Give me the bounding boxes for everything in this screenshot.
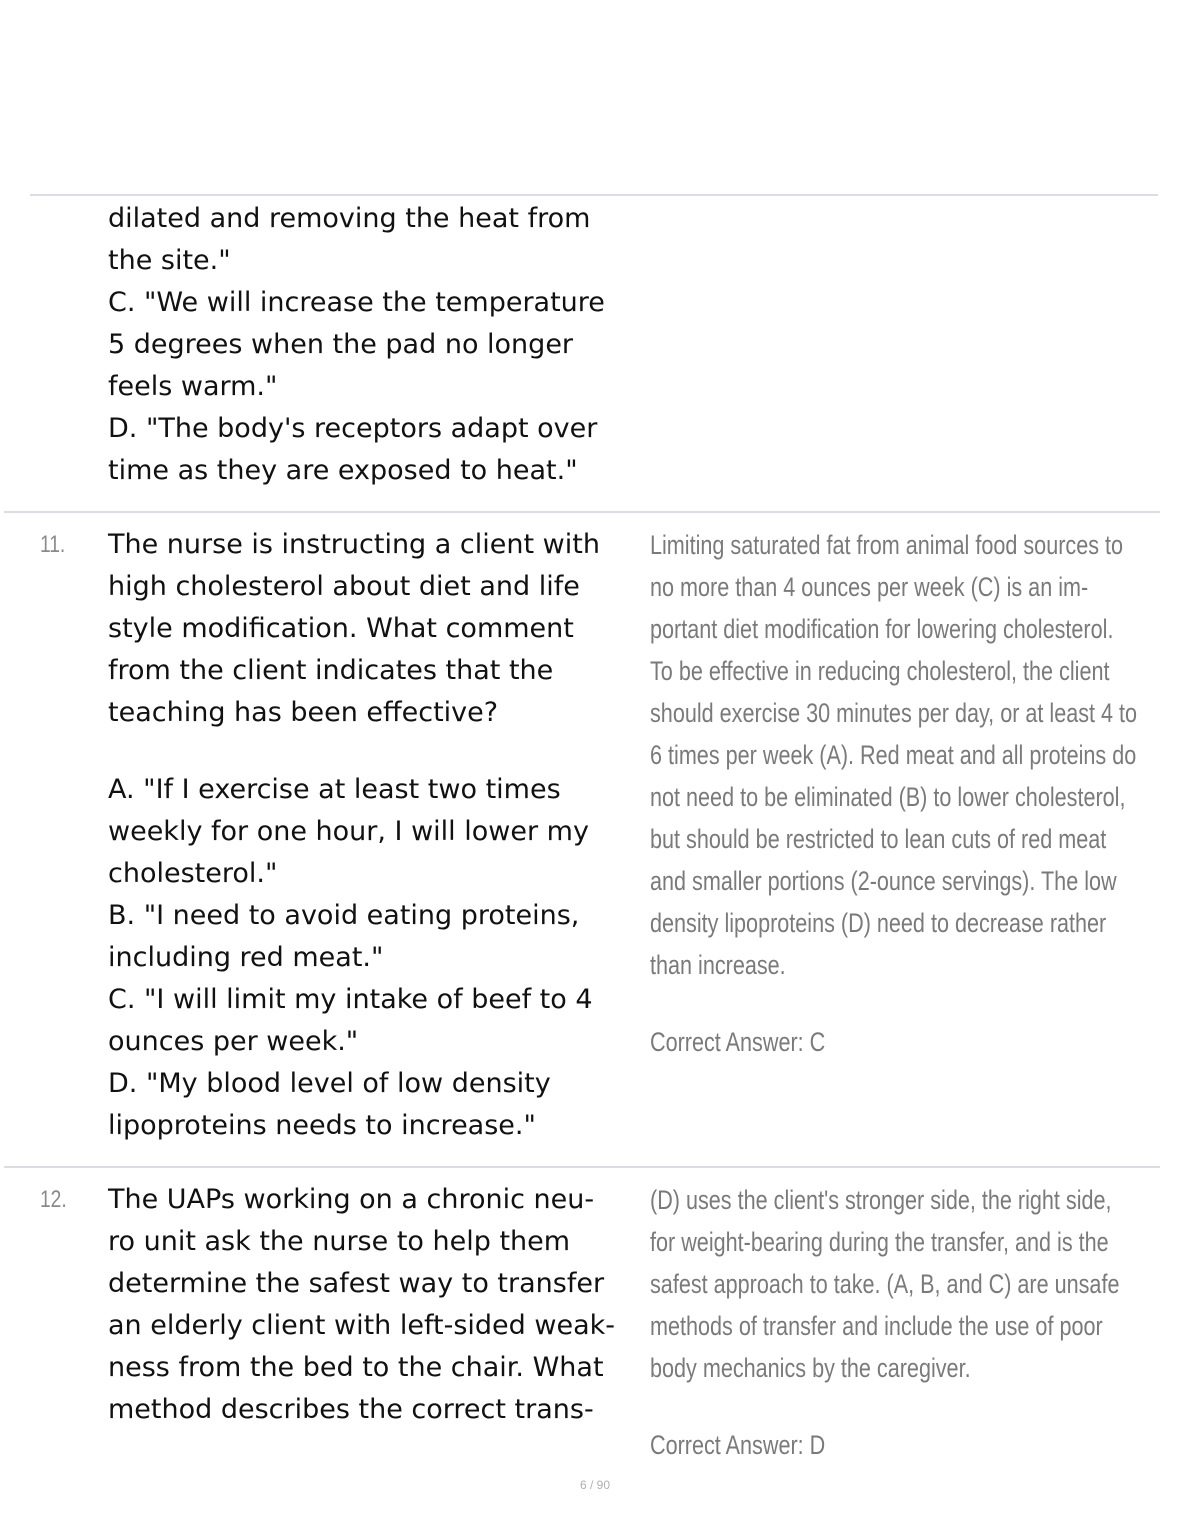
page-indicator: 6 / 90 — [579, 1478, 611, 1492]
previous-question-continuation: dilated and removing the heat from the site." C. "We will increase the temperature 5 degrees when the pad no longer feels warm." D. "The body's receptors adapt over time as they are exposed to heat." — [108, 203, 605, 486]
answer-explanation: (D) uses the client's stronger side, the right side, for weight-bearing during the transfer, and is the safest approach to take. (A, B, and C) are unsafe methods of transfer and include the use of poor body mechanics by the caregiver. — [650, 1185, 1120, 1383]
top-divider — [30, 194, 1158, 196]
question-divider — [4, 511, 1160, 513]
question-stem: The nurse is instructing a client with high cholesterol about diet and life style modification. What comment from the client indicates that the teaching has been effective? — [108, 529, 600, 728]
correct-answer: Correct Answer: D — [650, 1430, 826, 1460]
question-options: A. "If I exercise at least two times weekly for one hour, I will lower my cholesterol." B. "I need to avoid eating proteins, including red meat." C. "I will limit my intake of beef to 4 ounces per week." D. "My blood level of low density lipoproteins needs to increase." — [108, 774, 593, 1141]
question-number: 12. — [40, 1186, 67, 1213]
question-number: 11. — [40, 531, 66, 558]
correct-answer: Correct Answer: C — [650, 1027, 826, 1057]
answer-explanation: Limiting saturated fat from animal food sources to no more than 4 ounces per week (C) is an im- portant diet modification for lowering cholesterol. To be effective in reducing cholesterol, the client should exercise 30 minutes per day, or at least 4 to 6 times per week (A). Red meat and all proteins do not need to be eliminated (B) to lower cholesterol, but should be restricted to lean cuts of red meat and smaller portions (2-ounce servings). The low density lipoproteins (D) need to decrease rather than increase. — [650, 530, 1138, 980]
question-stem: The UAPs working on a chronic neu- ro unit ask the nurse to help them determine the safest way to transfer an elderly client with left-sided weak- ness from the bed to the chair. What method describes the correct trans- — [108, 1184, 616, 1425]
question-divider — [4, 1166, 1160, 1168]
